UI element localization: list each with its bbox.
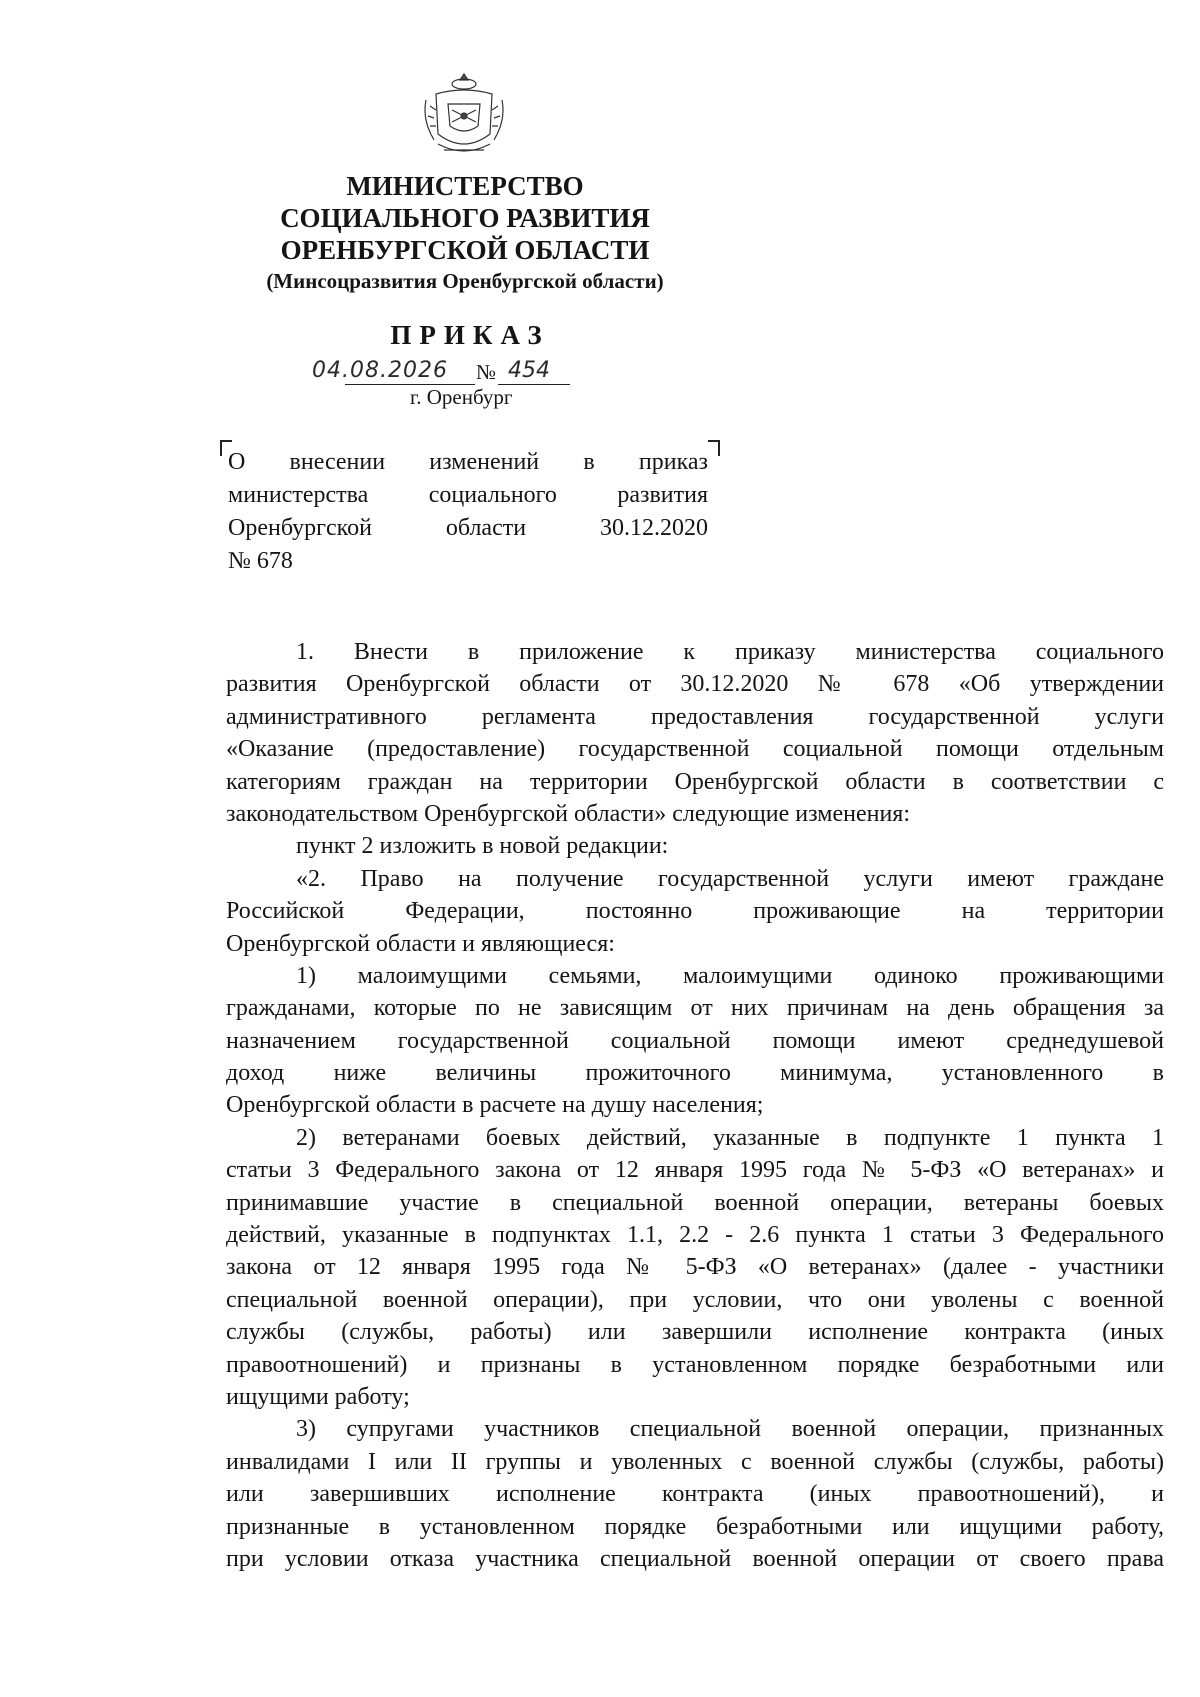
subject-line: О внесении изменений в приказ [228,449,708,475]
body-line: законодательством Оренбургской области» следующие изменения: [226,800,910,827]
body-line: Оренбургской области в расчете на душу населения; [226,1092,764,1119]
order-subject [228,446,708,578]
subject-bracket-right [708,440,720,456]
body-line: категориям граждан на территории Оренбургской области в соответствии с [226,768,1164,795]
body-line: инвалидами I или II группы и уволенных с военной службы (службы, работы) [226,1448,1164,1475]
body-line: принимавшие участие в специальной военной операции, ветераны боевых [226,1189,1164,1216]
body-line: или завершивших исполнение контракта (иных правоотношений), и [226,1481,1164,1508]
body-line: специальной военной операции), при условии, что они уволены с военной [226,1286,1164,1313]
body-line: признанные в установленном порядке безработными или ищущими работу, [226,1513,1164,1540]
body-line: 3) супругами участников специальной военной операции, признанных [296,1416,1164,1443]
body-line: статьи 3 Федерального закона от 12 января 1995 года № 5-ФЗ «О ветеранах» и [226,1157,1164,1184]
body-line: 1. Внести в приложение к приказу министерства социального [296,639,1164,665]
ministry-name-line-3: ОРЕНБУРГСКОЙ ОБЛАСТИ [280,235,650,265]
body-line: назначением государственной социальной помощи имеют среднедушевой [226,1027,1164,1054]
city-name: г. Оренбург [410,385,513,409]
number-sign: № [476,360,497,384]
body-line: действий, указанные в подпунктах 1.1, 2.2 - 2.6 пункта 1 статьи 3 Федерального [226,1222,1164,1249]
order-number-handwritten: 454 [508,358,550,383]
order-title: ПРИКАЗ [390,320,550,350]
body-line: «Оказание (предоставление) государственной социальной помощи отдельным [226,736,1164,763]
body-line: ищущими работу; [226,1383,410,1410]
order-date-handwritten: 04.08.2026 [312,358,448,383]
body-line: пункт 2 изложить в новой редакции: [296,833,669,860]
body-line: «2. Право на получение государственной услуги имеют граждане [296,865,1164,892]
body-line: правоотношений) и признаны в установленном порядке безработными или [226,1351,1164,1378]
body-line: Российской Федерации, постоянно проживающие на территории [226,898,1164,925]
coat-of-arms-emblem [418,70,510,162]
body-line: при условии отказа участника специальной военной операции от своего права [226,1545,1164,1572]
body-line: доход ниже величины прожиточного минимума, установленного в [226,1060,1164,1087]
body-line: 2) ветеранами боевых действий, указанные в подпункте 1 пункта 1 [296,1124,1164,1151]
body-line: службы (службы, работы) или завершили исполнение контракта (иных [226,1319,1164,1346]
body-line: административного регламента предоставления государственной услуги [226,703,1164,730]
ministry-name-line-2: СОЦИАЛЬНОГО РАЗВИТИЯ [280,203,650,233]
subject-line: министерства социального развития [228,482,708,508]
ministry-short-name: (Минсоцразвития Оренбургской области) [266,269,664,293]
subject-line: Оренбургской области 30.12.2020 [228,515,708,541]
order-body [226,636,1164,1575]
body-line: развития Оренбургской области от 30.12.2020 № 678 «Об утверждении [226,671,1164,698]
body-line: закона от 12 января 1995 года № 5-ФЗ «О ветеранах» (далее - участники [226,1254,1164,1281]
body-line: гражданами, которые по не зависящим от них причинам на день обращения за [226,995,1164,1022]
body-line: 1) малоимущими семьями, малоимущими одиноко проживающими [296,962,1164,989]
subject-line: № 678 [228,548,293,574]
ministry-name-line-1: МИНИСТЕРСТВО [346,171,584,201]
body-line: Оренбургской области и являющиеся: [226,930,615,957]
